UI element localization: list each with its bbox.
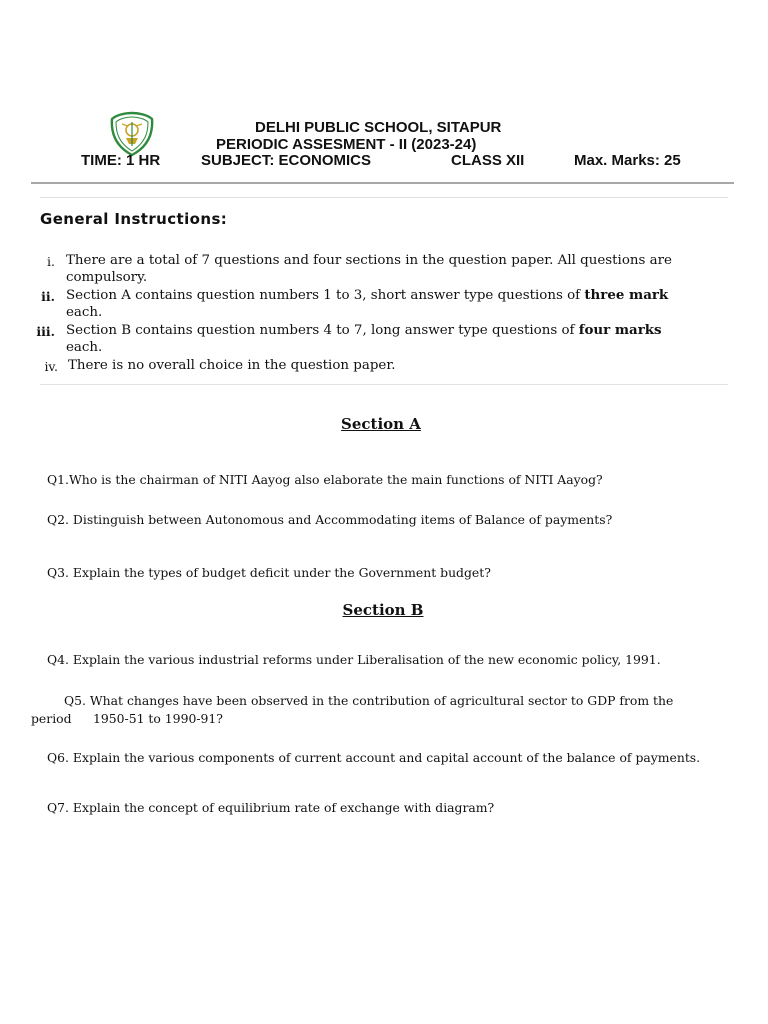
exam-title: PERIODIC ASSESMENT - II (2023-24) [216, 136, 477, 153]
school-name: DELHI PUBLIC SCHOOL, SITAPUR [255, 119, 502, 136]
instruction-1-line-2: compulsory. [66, 270, 148, 285]
instruction-3-bold: four marks [578, 322, 662, 338]
instruction-number: iii. [36, 324, 55, 339]
section-b-title: Section B [342, 601, 424, 619]
instruction-2-line-2: each. [66, 305, 103, 320]
instruction-2-line-1 [66, 287, 668, 304]
exam-class: CLASS XII [451, 152, 525, 169]
instruction-number: iv. [44, 359, 58, 374]
school-logo-icon [108, 110, 156, 158]
instruction-3-line-1 [66, 322, 662, 339]
instruction-2-bold: three mark [584, 287, 669, 303]
question-1: Q1.Who is the chairman of NITI Aayog also elaborate the main functions of NITI Aayog? [47, 472, 603, 487]
section-a-title: Section A [341, 415, 421, 433]
question-4: Q4. Explain the various industrial reforms under Liberalisation of the new economic policy, 1991. [47, 652, 661, 667]
exam-subject: SUBJECT: ECONOMICS [201, 152, 372, 169]
question-5-line-2-end: 1950-51 to 1990-91? [93, 711, 223, 726]
max-marks: Max. Marks: 25 [574, 152, 681, 169]
instruction-number: i. [47, 254, 55, 269]
instruction-1-line-1: There are a total of 7 questions and four sections in the question paper. All questions are [66, 253, 672, 268]
question-6: Q6. Explain the various components of current account and capital account of the balance of payments. [47, 750, 701, 765]
instructions-top-divider [40, 197, 728, 198]
question-7: Q7. Explain the concept of equilibrium rate of exchange with diagram? [47, 800, 495, 815]
question-5-line-1: Q5. What changes have been observed in the contribution of agricultural sector to GDP from the [64, 693, 674, 708]
instruction-3-text: Section B contains question numbers 4 to 7, long answer type questions of [66, 323, 579, 338]
header-divider [31, 182, 734, 184]
instruction-number: ii. [41, 289, 55, 304]
exam-time: TIME: 1 HR [81, 152, 161, 169]
question-2: Q2. Distinguish between Autonomous and Accommodating items of Balance of payments? [47, 512, 613, 527]
instruction-3-line-2: each. [66, 340, 103, 355]
instructions-bottom-divider [40, 384, 728, 385]
instruction-2-text: Section A contains question numbers 1 to 3, short answer type questions of [66, 288, 585, 303]
general-instructions-title: General Instructions: [40, 210, 228, 228]
question-5-line-2-start: period [31, 711, 72, 726]
question-3: Q3. Explain the types of budget deficit under the Government budget? [47, 565, 491, 580]
instruction-4-line-1: There is no overall choice in the question paper. [68, 358, 396, 373]
